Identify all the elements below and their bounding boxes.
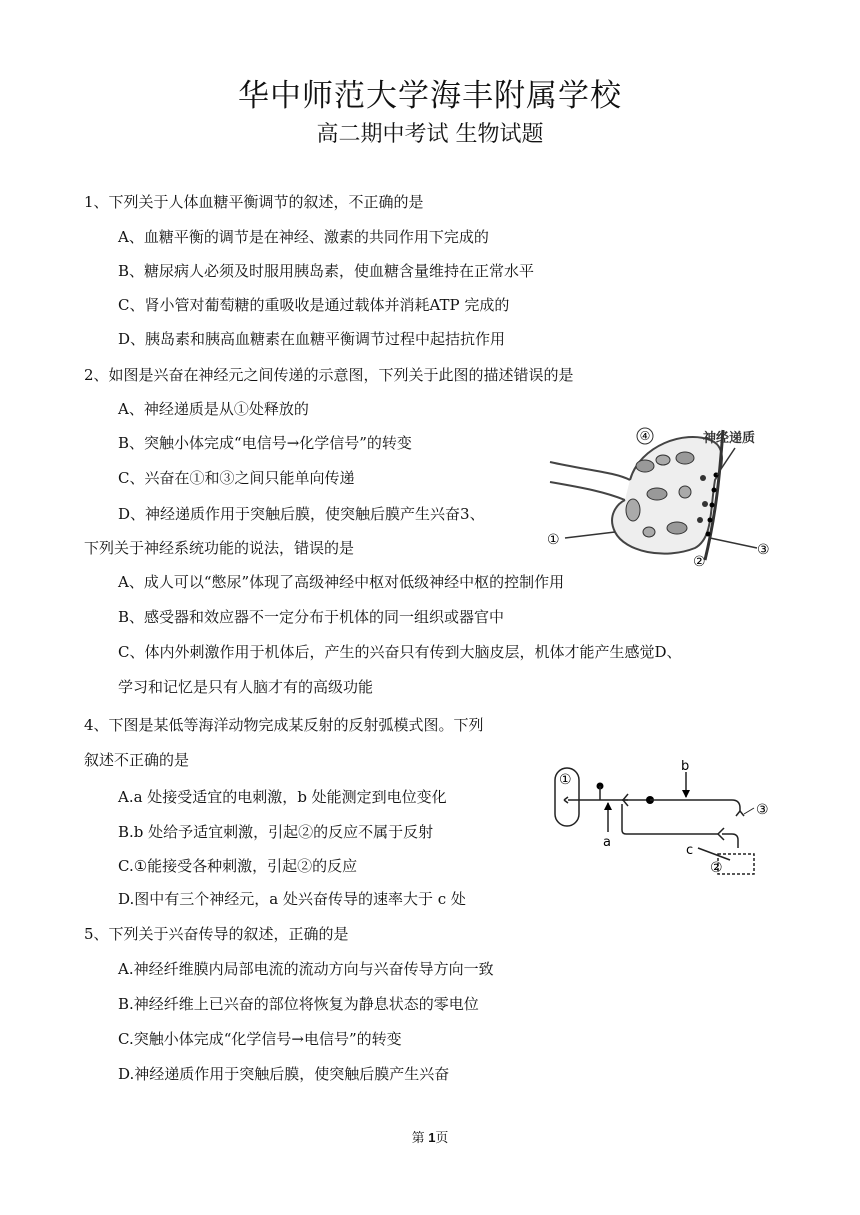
question-5-option-c: C.突触小体完成“化学信号→电信号”的转变 xyxy=(118,1030,402,1048)
reflex-label-1: ① xyxy=(559,772,572,788)
reflex-label-c: c xyxy=(686,843,694,858)
exam-subtitle: 高二期中考试 生物试题 xyxy=(316,122,544,147)
question-4-option-c: C.①能接受各种刺激，引起②的反应 xyxy=(118,857,358,875)
synapse-label-2: ② xyxy=(693,554,706,570)
reflex-label-2: ② xyxy=(710,860,723,875)
question-2-stem: 2、如图是兴奋在神经元之间传递的示意图，下列关于此图的描述错误的是 xyxy=(84,366,574,384)
question-4-option-a: A.a 处接受适宜的电刺激，b 处能测定到电位变化 xyxy=(118,788,447,806)
question-2-option-c: C、兴奋在①和③之间只能单向传递 xyxy=(118,469,355,487)
reflex-label-b: b xyxy=(681,760,690,774)
page-number xyxy=(0,1127,860,1146)
page-number-prefix: 第 xyxy=(411,1130,429,1145)
question-2-option-b: B、突触小体完成“电信号→化学信号”的转变 xyxy=(118,434,412,452)
school-title: 华中师范大学海丰附属学校 xyxy=(238,78,622,114)
question-1-stem: 1、下列关于人体血糖平衡调节的叙述，不正确的是 xyxy=(84,193,424,211)
question-3-option-b: B、感受器和效应器不一定分布于机体的同一组织或器官中 xyxy=(118,608,505,626)
question-2-option-d: D、神经递质作用于突触后膜，使突触后膜产生兴奋3、 xyxy=(118,505,485,523)
question-4-stem-line-1: 4、下图是某低等海洋动物完成某反射的反射弧模式图。下列 xyxy=(84,716,484,734)
reflex-arc-diagram xyxy=(550,760,780,875)
question-1-option-b: B、糖尿病人必须及时服用胰岛素，使血糖含量维持在正常水平 xyxy=(118,262,535,280)
synapse-diagram xyxy=(545,420,785,570)
question-1-option-c: C、肾小管对葡萄糖的重吸收是通过载体并消耗ATP 完成的 xyxy=(118,296,510,314)
reflex-label-3: ③ xyxy=(756,802,769,818)
question-4-option-b: B.b 处给予适宜刺激，引起②的反应不属于反射 xyxy=(118,823,434,841)
synapse-label-3: ③ xyxy=(757,542,770,558)
question-3-option-c: C、体内外刺激作用于机体后，产生的兴奋只有传到大脑皮层，机体才能产生感觉D、 xyxy=(118,643,682,661)
question-5-option-a: A.神经纤维膜内局部电流的流动方向与兴奋传导方向一致 xyxy=(118,960,494,978)
synapse-label-4: ④ xyxy=(639,429,651,443)
question-1-option-d: D、胰岛素和胰高血糖素在血糖平衡调节过程中起拮抗作用 xyxy=(118,330,506,348)
reflex-label-a: a xyxy=(603,835,611,850)
question-1-option-a: A、血糖平衡的调节是在神经、激素的共同作用下完成的 xyxy=(118,228,489,246)
page-number-value: 1 xyxy=(428,1130,436,1145)
question-2-option-a: A、神经递质是从①处释放的 xyxy=(118,400,309,418)
synapse-label-1: ① xyxy=(547,532,560,548)
question-3-option-d: 学习和记忆是只有人脑才有的高级功能 xyxy=(118,678,374,696)
question-5-stem: 5、下列关于兴奋传导的叙述，正确的是 xyxy=(84,925,349,943)
question-4-stem-line-2: 叙述不正确的是 xyxy=(84,751,190,769)
synapse-label-transmitter: 神经递质 xyxy=(703,431,756,446)
question-4-option-d: D.图中有三个神经元，a 处兴奋传导的速率大于 c 处 xyxy=(118,890,466,908)
question-3-option-a: A、成人可以“憋尿”体现了高级神经中枢对低级神经中枢的控制作用 xyxy=(118,573,565,591)
question-3-stem: 下列关于神经系统功能的说法，错误的是 xyxy=(84,539,355,557)
question-5-option-b: B.神经纤维上已兴奋的部位将恢复为静息状态的零电位 xyxy=(118,995,479,1013)
question-5-option-d: D.神经递质作用于突触后膜，使突触后膜产生兴奋 xyxy=(118,1065,450,1083)
page-number-suffix: 页 xyxy=(435,1130,449,1145)
